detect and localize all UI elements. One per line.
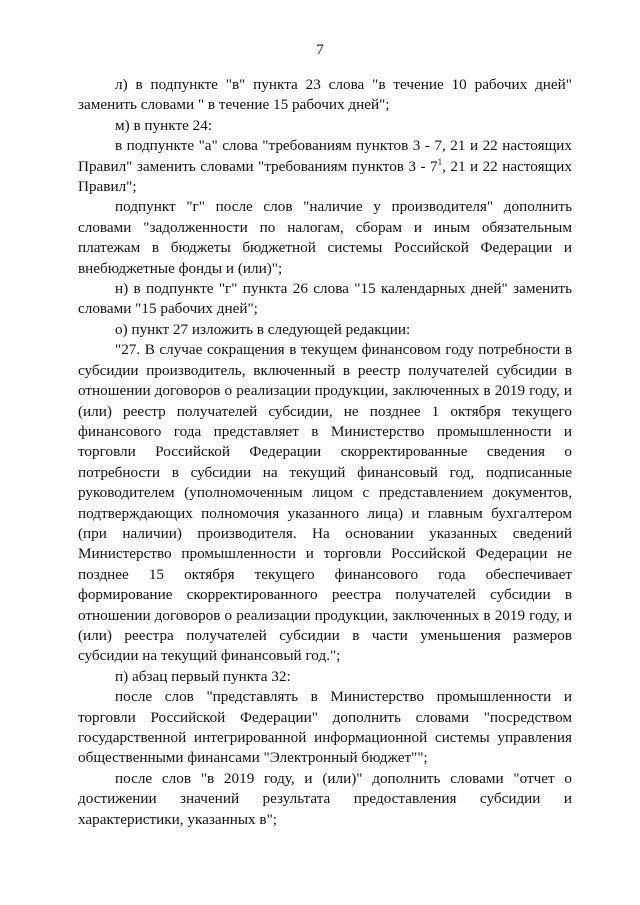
paragraph-m: м) в пункте 24:: [115, 116, 213, 134]
paragraph-l: л) в подпункте "в" пункта 23 слова "в течение 10 рабочих дней" заменить словами " в течение 15 рабочих дней";: [78, 76, 572, 114]
paragraph-p-1: после слов "представлять в Министерство промышленности и торговли Российской Федерации" дополнить словами "посредством государственной интегрированной информационной системы управления общественными финансами "Электронный бюджет"";: [78, 688, 572, 767]
paragraph-m-a: [78, 136, 572, 197]
paragraph-m-a-text: в подпункте "а" слова "требованиям пунктов 3 - 7, 21 и 22 настоящих Правил" заменить словами "требованиям пунктов 3 - 7: [78, 137, 572, 175]
superscript-index: 1: [437, 156, 443, 167]
paragraph-n: н) в подпункте "г" пункта 26 слова "15 календарных дней" заменить словами "15 рабочих дней";: [78, 280, 572, 318]
paragraph-p: п) абзац первый пункта 32:: [115, 667, 291, 685]
paragraph-p-2: после слов "в 2019 году, и (или)" дополнить словами "отчет о достижении значений результата предоставления субсидии и характеристики, указанных в";: [78, 769, 572, 828]
paragraph-m-g: подпункт "г" после слов "наличие у производителя" дополнить словами "задолженности по налогам, сборам и иным обязательным платежам в бюджеты бюджетной системы Российской Федерации и внебюджетные фонды и (или)";: [78, 198, 572, 277]
paragraph-point-27: "27. В случае сокращения в текущем финансовом году потребности в субсидии производитель, включенный в реестр получателей субсидии в отношении договоров о реализации продукции, заключенных в 2019 году, и (или) реестр получателей субсидии, не позднее 1 октября текущего финансового года представляет в Министерство промышленности и торговли Российской Федерации скорректированные сведения о потребности в субсидии на текущий финансовый год, подписанные руководителем (уполномоченным лицом с представлением документов, подтверждающих полномочия указанного лица) и главным бухгалтером (при наличии) производителя. На основании указанных сведений Министерство промышленности и торговли Российской Федерации не позднее 15 октября текущего финансового года обеспечивает формирование скорректированного реестра получателей субсидии в отношении договоров о реализации продукции, заключенных в 2019 году, и (или) реестра получателей субсидии в части уменьшения размеров субсидии на текущий финансовый год.";: [78, 341, 572, 665]
document-body: [78, 75, 572, 830]
page-number: 7: [316, 42, 324, 58]
paragraph-m-a-tail: , 21 и 22 настоящих Правил";: [78, 157, 572, 196]
paragraph-o: о) пункт 27 изложить в следующей редакции:: [115, 320, 411, 338]
